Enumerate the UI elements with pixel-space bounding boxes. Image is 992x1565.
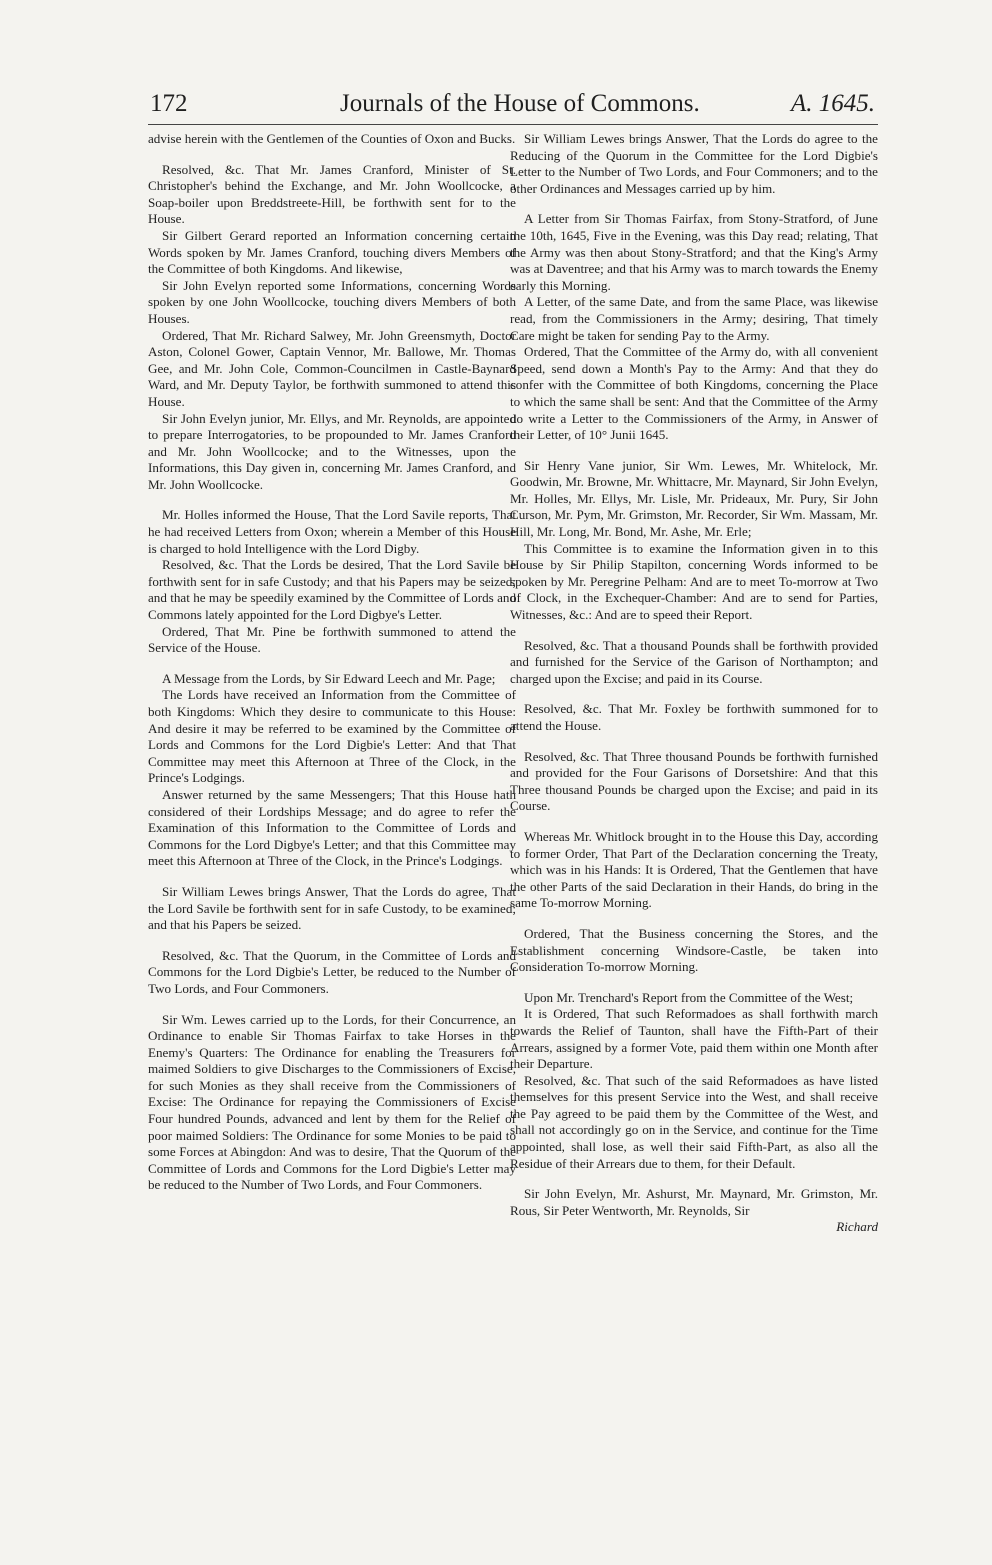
paragraph: Mr. Holles informed the House, That the Lord Savile reports, That he had received Letters from Oxon; wherein a Member of this House is charged to hold Intelligence with the Lord Digby. xyxy=(148,507,516,556)
paragraph: Resolved, &c. That such of the said Reformadoes as have listed themselves for this present Service into the West, and shall receive the Pay agreed to be paid them by the Committee of the West, and shall not accordingly go on in the Service, and continue for the Time appointed, shall lose, as well their said Fifth-Part, as also all the Residue of their Arrears due to them, for their Default. xyxy=(510,1072,878,1171)
paragraph: Whereas Mr. Whitlock brought in to the House this Day, according to former Order, That Part of the Declaration concerning the Treaty, which was in his Hands: It is Ordered, That the Gentlemen that have the other Parts of the said Declaration in their Hands, do bring in the same To-morrow Morning. xyxy=(510,828,878,911)
paragraph: Resolved, &c. That the Lords be desired, That the Lord Savile be forthwith sent for in safe Custody; and that his Papers may be seized; and that he may be speedily examined by the Committee of Lords and Commons lately appointed for the Lord Digbye's Letter. xyxy=(148,557,516,623)
paragraph: This Committee is to examine the Information given in to this House by Sir Philip Stapilton, concerning Words informed to be spoken by Mr. Peregrine Pelham: And are to meet To-morrow at Two of Clock, in the Exchequer-Chamber: And are to send for Parties, Witnesses, &c.: And are to speed their Report. xyxy=(510,540,878,623)
paragraph: A Message from the Lords, by Sir Edward Leech and Mr. Page; xyxy=(162,670,496,686)
paragraph: Sir William Lewes brings Answer, That the Lords do agree to the Reducing of the Quorum in the Committee for the Lord Digbie's Letter to the Number of Two Lords, and Four Commoners; and to the other Ordinances and Messages carried up by him. xyxy=(510,131,878,196)
paragraph: Ordered, That the Committee of the Army do, with all convenient Speed, send down a Month's Pay to the Army: And that they do confer with the Committee of both Kingdoms, concerning the Place to which the same shall be sent: And that the Committee of the Army do write a Letter to the Commissioners of the Army, in Answer of their Letter, of 10° Junii 1645. xyxy=(510,344,878,443)
paragraph: advise herein with the Gentlemen of the Counties of Oxon and Bucks. xyxy=(148,131,516,146)
paragraph: The Lords have received an Information from the Committee of both Kingdoms: Which they desire to communicate to this House: And desire it may be referred to be examined by the Committee of Lords and Commons for the Lord Digbie's Letter: And that That Committee may meet this Afternoon at Three of the Clock, in the Prince's Lodgings. xyxy=(148,687,516,786)
paragraph: Sir William Lewes brings Answer, That the Lords do agree, That the Lord Savile be forthwith sent for in safe Custody, to be examined; and that his Papers be seized. xyxy=(148,883,516,933)
paragraph: Sir John Evelyn reported some Informations, concerning Words spoken by one John Woollcocke, touching divers Members of both Houses. xyxy=(148,277,516,326)
paragraph: Resolved, &c. That Mr. James Cranford, Minister of St. Christopher's behind the Exchange, and Mr. John Woollcocke, a Soap-boiler upon Breddstreete-Hill, be forthwith sent for to the House. xyxy=(148,161,516,227)
paragraph: Sir John Evelyn junior, Mr. Ellys, and Mr. Reynolds, are appointed to prepare Interrogatories, to be propounded to Mr. James Cranford and Mr. John Woollcocke; and to the Witnesses, upon the Informations, this Day given in, concerning Mr. James Cranford, and Mr. John Woollcocke. xyxy=(148,410,516,492)
paragraph: Sir Henry Vane junior, Sir Wm. Lewes, Mr. Whitelock, Mr. Goodwin, Mr. Browne, Mr. Whittacre, Mr. Maynard, Sir John Evelyn, Mr. Holles, Mr. Ellys, Mr. Lisle, Mr. Prideaux, Mr. Pury, Sir John Curson, Mr. Pym, Mr. Grimston, Mr. Recorder, Sir Wm. Massam, Mr. Hill, Mr. Long, Mr. Bond, Mr. Ashe, Mr. Erle; xyxy=(510,457,878,540)
paragraph: Answer returned by the same Messengers; That this House hath considered of their Lordships Message; and do agree to refer the Examination of this Information to the Committee of Lords and Commons for the Lord Digbye's Letter; and that this Committee may meet this Afternoon at Three of the Clock, in the Prince's Lodgings. xyxy=(148,786,516,869)
paragraph: It is Ordered, That such Reformadoes as shall forthwith march towards the Relief of Taunton, shall have the Fifth-Part of their Arrears, assigned by a former Vote, paid them within one Month after their Departure. xyxy=(510,1006,878,1072)
paragraph: Ordered, That Mr. Pine be forthwith summoned to attend the Service of the House. xyxy=(148,623,516,656)
page-header xyxy=(150,84,875,124)
paragraph: Resolved, &c. That a thousand Pounds shall be forthwith provided and furnished for the Service of the Garison of Northampton; and charged upon the Excise; and paid in its Course. xyxy=(510,637,878,686)
paragraph: Ordered, That the Business concerning the Stores, and the Establishment concerning Windsore-Castle, be taken into Consideration To-morrow Morning. xyxy=(510,925,878,975)
right-column xyxy=(510,131,878,1236)
header-rule xyxy=(148,124,878,125)
paragraph: Ordered, That Mr. Richard Salwey, Mr. John Greensmyth, Doctor Aston, Colonel Gower, Captain Vennor, Mr. Ballowe, Mr. Thomas Gee, and Mr. John Cole, Common-Councilmen in Castle-Baynard Ward, and Mr. Deputy Taylor, be forthwith summoned to attend this House. xyxy=(148,327,516,409)
paragraph: A Letter from Sir Thomas Fairfax, from Stony-Stratford, of June the 10th, 1645, Five in the Evening, was this Day read; relating, That the Army was then about Stony-Stratford; and that the King's Army was at Daventree; and that his Army was to march towards the Enemy early this Morning. xyxy=(510,211,878,293)
page-number: 172 xyxy=(150,90,188,117)
year-label: A. 1645. xyxy=(790,90,875,117)
paragraph: Sir Gilbert Gerard reported an Information concerning certain Words spoken by Mr. James Cranford, touching divers Members of the Committee of both Kingdoms. And likewise, xyxy=(148,227,516,277)
journal-title: Journals of the House of Commons. xyxy=(340,90,700,117)
paragraph: Upon Mr. Trenchard's Report from the Committee of the West; xyxy=(524,989,854,1005)
paragraph: Resolved, &c. That Mr. Foxley be forthwith summoned for to attend the House. xyxy=(510,701,878,733)
left-column xyxy=(148,131,516,1194)
catchword: Richard xyxy=(836,1219,878,1235)
paragraph: Sir Wm. Lewes carried up to the Lords, for their Concurrence, an Ordinance to enable Sir Thomas Fairfax to take Horses in the Enemy's Quarters: The Ordinance for enabling the Treasurers for maimed Soldiers to give Discharges to the Commissioners of Excise, for such Monies as they shall receive from the Commissioners of Excise: The Ordinance for repaying the Commissioners of Excise Four hundred Pounds, advanced and lent by them for the Relief of poor maimed Soldiers: The Ordinance for some Monies to be paid to some Forces at Abingdon: And was to desire, That the Quorum of the Committee of Lords and Commons for the Lord Digbie's Letter may be reduced to the Number of Two Lords, and Four Commoners. xyxy=(148,1011,516,1193)
paragraph: Resolved, &c. That the Quorum, in the Committee of Lords and Commons for the Lord Digbie's Letter, be reduced to the Number of Two Lords, and Four Commoners. xyxy=(148,947,516,996)
paragraph: Sir John Evelyn, Mr. Ashurst, Mr. Maynard, Mr. Grimston, Mr. Rous, Sir Peter Wentworth, Mr. Reynolds, Sir xyxy=(510,1186,878,1218)
paragraph: A Letter, of the same Date, and from the same Place, was likewise read, from the Commissioners in the Army; desiring, That timely Care might be taken for sending Pay to the Army. xyxy=(510,294,878,343)
paragraph: Resolved, &c. That Three thousand Pounds be forthwith furnished and provided for the Four Garisons of Dorsetshire: And that this Three thousand Pounds be charged upon the Excise; and paid in its Course. xyxy=(510,748,878,814)
